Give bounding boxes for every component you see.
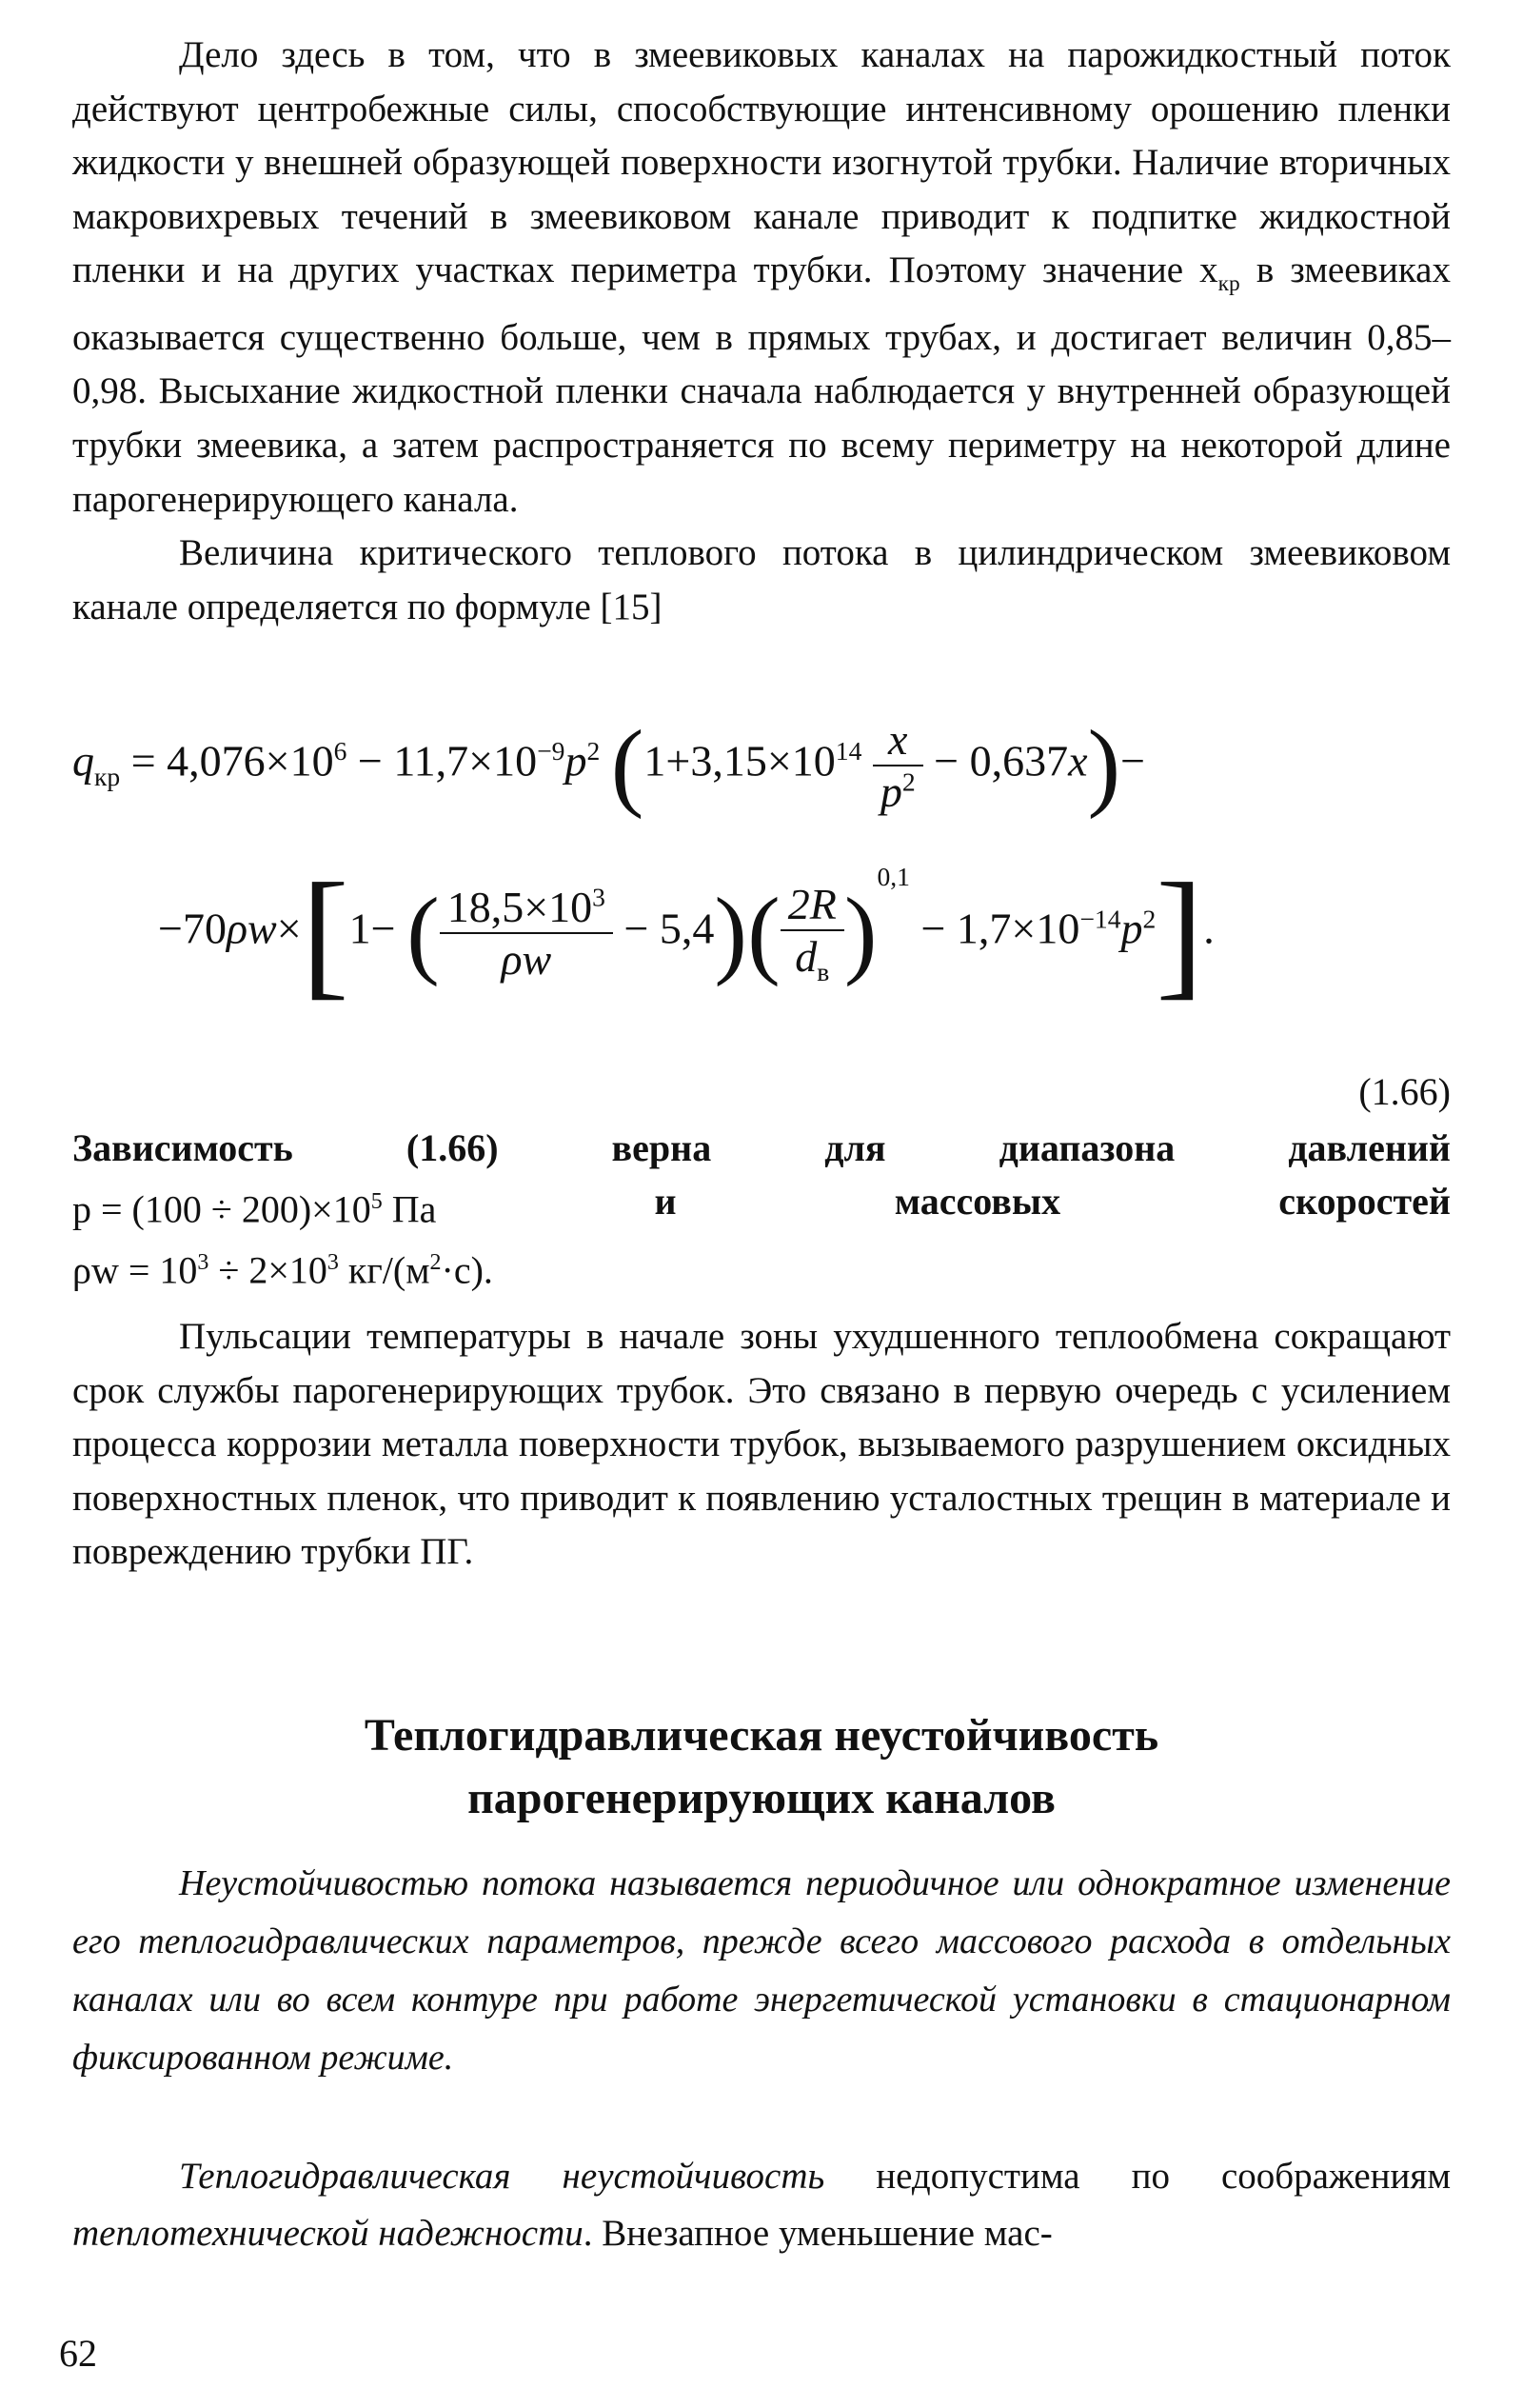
formula-minus-70: −70 (158, 904, 227, 953)
body-text-top (72, 29, 1451, 634)
formula-x: x (1068, 736, 1088, 786)
formula-line-1 (72, 710, 1146, 820)
frac2-num-text: 18,5×10 (446, 883, 593, 932)
cond-row-1 (72, 1122, 1451, 1175)
formula-paren2-close: ) (714, 878, 748, 988)
definition-paragraph: Неустойчивостью потока называется периодичное или однократное изменение его теплогидравлических параметров, прежде всего массового расхода в отдельных каналах или во всем контуре при работе энергетической установки в стационарном фиксированном режиме. (72, 1863, 1451, 2078)
formula-trailing-minus: − (1120, 736, 1146, 786)
cond-pressure-range (72, 1175, 436, 1236)
cond-word-2: (1.66) (405, 1126, 499, 1169)
cond-rw-exp2: 3 (326, 1250, 339, 1276)
last-italic-2: теплотехнической надежности (72, 2213, 583, 2254)
formula-minus-17: − 1,7×10 (909, 904, 1080, 953)
formula-p: p (564, 736, 587, 786)
paragraph-critical-flux: Величина критического теплового потока в цилиндрическом змеевиковом канале определяется по формуле [15] (72, 532, 1451, 627)
equation-number: (1.66) (1358, 1070, 1451, 1113)
frac3-den-sub: в (817, 957, 830, 987)
formula-line-2 (158, 854, 1215, 1013)
formula-fraction-2r-d (781, 879, 844, 987)
formula-fraction-x-p2 (873, 714, 923, 817)
frac3-num: 2R (781, 879, 844, 931)
formula-paren-close: ) (1087, 710, 1121, 820)
cond-rw-exp1: 3 (197, 1250, 209, 1276)
formula-paren-open: ( (610, 710, 644, 820)
last-text-1: недопустима по соображениям (824, 2156, 1452, 2197)
last-italic-1: Теплогидравлическая неустойчивость (179, 2156, 825, 2197)
formula-one-minus: 1− (348, 904, 396, 953)
formula-exp-m14: −14 (1079, 904, 1121, 934)
formula-minus-54: − 5,4 (612, 904, 715, 953)
cond-word-5: диапазона (999, 1126, 1176, 1169)
cond-word-1: Зависимость (72, 1126, 293, 1169)
formula-exp-14: 14 (835, 736, 862, 766)
frac2-num-exp: 3 (592, 882, 605, 912)
formula-paren3-open: ( (747, 878, 781, 988)
frac1-den-exp: 2 (901, 766, 916, 797)
cond-row-3 (72, 1236, 1451, 1297)
frac1-den-p: p (880, 767, 902, 816)
section-heading (72, 1704, 1451, 1830)
formula-bracket-close: ] (1156, 854, 1204, 1013)
formula-rho-w: ρw (226, 904, 277, 953)
formula-one-plus: 1+3,15×10 (643, 736, 836, 786)
body-text-pulsations (72, 1310, 1451, 1580)
formula-term-2: − 11,7×10 (346, 736, 538, 786)
frac2-den: ρw (501, 935, 552, 985)
formula-minus-0637: − 0,637 (922, 736, 1069, 786)
cond-and: и (654, 1180, 677, 1223)
validity-conditions (72, 1122, 1451, 1298)
formula-exp-m9: −9 (537, 736, 565, 766)
frac3-den-d: d (795, 932, 818, 982)
formula-fraction-18-5 (440, 882, 613, 985)
cond-row-2 (72, 1175, 1451, 1236)
heading-line-1: Теплогидравлическая неустойчивость (364, 1710, 1159, 1761)
cond-rw-range: ρw = 10 (72, 1248, 198, 1292)
cond-rw-unit: кг/(м (338, 1248, 430, 1292)
cond-mass: массовых (894, 1180, 1061, 1223)
cond-p-exp: 5 (370, 1189, 383, 1214)
formula-bracket-open: [ (301, 854, 349, 1013)
formula-lhs-sub: кр (94, 761, 121, 791)
cond-word-6: давлений (1288, 1126, 1451, 1169)
formula-paren2-open: ( (406, 878, 440, 988)
formula-term-1: = 4,076×10 (120, 736, 334, 786)
frac3-den (781, 931, 844, 987)
cond-rw-unit-end: ·с). (441, 1248, 493, 1292)
formula-exp-2: 2 (586, 736, 601, 766)
formula-paren3-close: ) (843, 878, 878, 988)
frac1-num: x (873, 714, 923, 766)
para1-cont: в змеевиках оказывается существенно больше, чем в прямых трубах, и достигает величин 0,85–0,98. Высыхание жидкостной пленки сначала наблюдается у внутренней образующей трубки змеевика, а затем распространяется по всему периметру на некоторой длине парогенерирующего канала. (72, 249, 1451, 520)
para1-text: Дело здесь в том, что в змеевиковых каналах на парожидкостный поток действуют центробежные силы, способствующие интенсивному орошению пленки жидкости у внешней образующей поверхности изогнутой трубки. Наличие вторичных макровихревых течений в змеевиковом канале приводит к подпитке жидкостной пленки и на других участках периметра трубки. Поэтому значение x (72, 34, 1451, 291)
cond-p-unit: Па (382, 1187, 437, 1231)
cond-speeds: скоростей (1278, 1180, 1451, 1223)
cond-p-range: p = (100 ÷ 200)×10 (72, 1187, 371, 1231)
heading-line-2: парогенерирующих каналов (467, 1773, 1056, 1823)
formula-p-2: p (1120, 904, 1143, 953)
paragraph-instability (72, 2148, 1451, 2262)
last-text-2: . Внезапное уменьшение мас- (583, 2213, 1053, 2254)
page-number: 62 (59, 2332, 97, 2375)
paragraph-temperature-pulsations: Пульсации температуры в начале зоны ухудшенного теплообмена сокращают срок службы парогенерирующих трубок. Это связано в первую очередь с усилением процесса коррозии металла поверхности трубок, вызываемого разрушением оксидных поверхностных пленок, что приводит к появлению усталостных трещин в материале и повреждению трубки ПГ. (72, 1316, 1451, 1573)
cond-word-4: для (824, 1126, 886, 1169)
formula-period: . (1203, 904, 1215, 953)
formula-exp-2b: 2 (1142, 904, 1157, 934)
paragraph-coil-channels (72, 29, 1451, 527)
formula-exp-01: 0,1 (877, 862, 910, 891)
para1-sub: кр (1217, 271, 1240, 297)
formula-times: × (276, 904, 302, 953)
frac1-den (873, 766, 923, 817)
cond-rw-unit-exp: 2 (429, 1250, 442, 1276)
cond-word-3: верна (611, 1126, 712, 1169)
cond-rw-mid: ÷ 2×10 (208, 1248, 327, 1292)
frac2-num (440, 882, 613, 934)
formula-lhs: q (72, 736, 94, 786)
formula-exp-6: 6 (333, 736, 347, 766)
